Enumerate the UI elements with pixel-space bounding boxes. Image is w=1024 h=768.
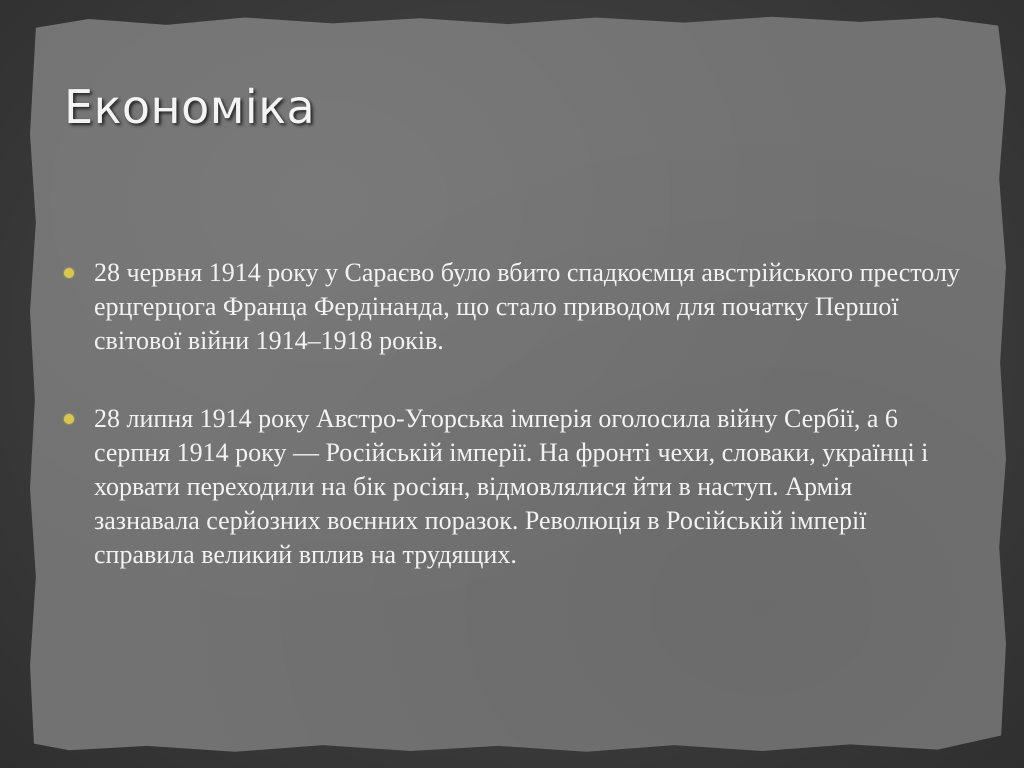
bullet-item	[60, 256, 960, 358]
slide-title: Економіка	[64, 80, 316, 134]
bullet-text: 28 червня 1914 року у Сараєво було вбито спадкоємця австрійського престолу ерцгерцога Франца Фердінанда, що стало приводом для початку Першої світової війни 1914–1918 років.	[94, 258, 960, 355]
bullet-text: 28 липня 1914 року Австро-Угорська імперія оголосила війну Сербії, а 6 серпня 1914 року — Російській імперії. На фронті чехи, словаки, українці і хорвати переходили на бік росіян, відмовлялися йти в наступ. Армія зазнавала серйозних воєнних поразок. Революція в Російській імперії справила великий вплив на трудящих.	[94, 404, 929, 569]
bullet-dot-icon	[64, 268, 74, 278]
bullet-dot-icon	[64, 414, 74, 424]
slide-content	[60, 256, 960, 616]
bullet-item	[60, 402, 960, 572]
